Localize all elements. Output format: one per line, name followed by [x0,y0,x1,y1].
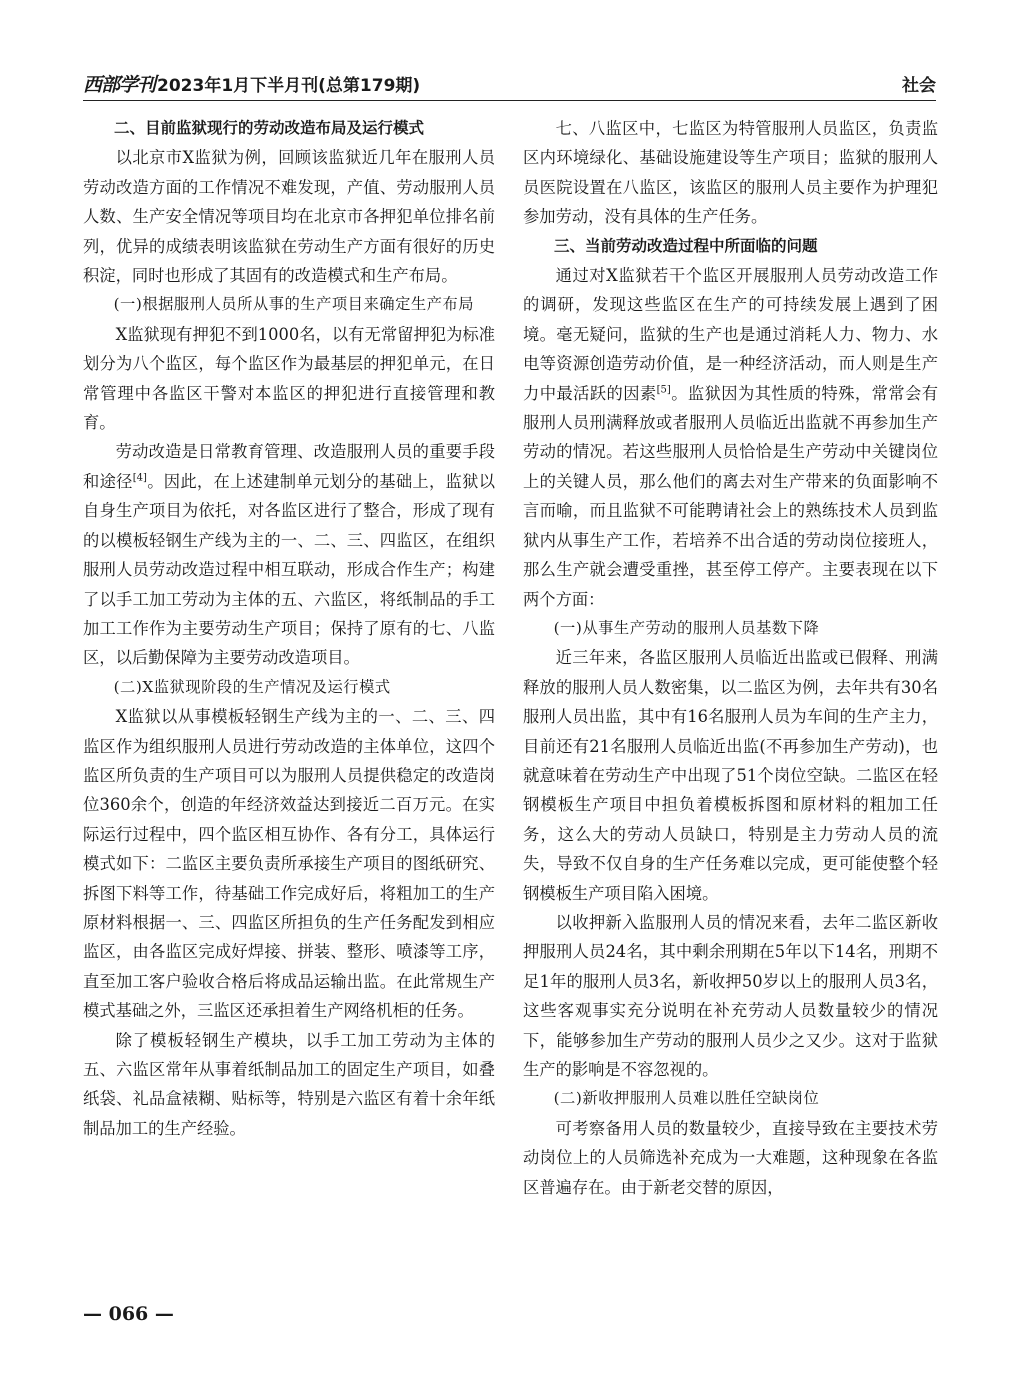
paragraph-text: 近三年来，各监区服刑人员临近出监或已假释、刑满释放的服刑人员人数密集，以二监区为例，去年共有30名服刑人员出监，其中有16名服刑人员为车间的生产主力，目前还有21名服刑人员临近出监(不再参加生产劳动)，也就意味着在劳动生产中出现了51个岗位空缺。二监区在轻钢模板生产项目中担负着模板拆图和原材料的粗加工任务，这么大的劳动人员缺口，特别是主力劳动人员的流失，导致不仅自身的生产任务难以完成，更可能使整个轻钢模板生产项目陷入困境。 [523,648,938,903]
subsection-heading [523,1084,938,1113]
section-label: 社会 [902,76,936,96]
paragraph-text: 三、当前劳动改造过程中所面临的问题 [554,236,818,255]
paragraph-text: 七、八监区中，七监区为特管服刑人员监区，负责监区内环境绿化、基础设施建设等生产项目；监狱的服刑人员医院设置在八监区，该监区的服刑人员主要作为护理犯参加劳动，没有具体的生产任务。 [523,119,938,227]
paragraph [83,437,495,672]
paragraph-text-tail: 。监狱因为其性质的特殊，常常会有服刑人员刑满释放或者服刑人员临近出监就不再参加生产劳动的情况。若这些服刑人员恰恰是生产劳动中关键岗位上的关键人员，那么他们的离去对生产带来的负面影响不言而喻，而且监狱不可能聘请社会上的熟练技术人员到监狱内从事生产工作，若培养不出合适的劳动岗位接班人，那么生产就会遭受重挫，甚至停工停产。主要表现在以下两个方面： [523,383,938,609]
paragraph-text: (一)从事生产劳动的服刑人员基数下降 [553,618,820,637]
left-column [83,114,495,1294]
subsection-heading [83,290,495,319]
journal-logo: 西部学刊 [83,74,156,96]
paragraph-text: 以北京市X监狱为例，回顾该监狱近几年在服刑人员劳动改造方面的工作情况不难发现，产值、劳动服刑人员人数、生产安全情况等项目均在北京市各押犯单位排名前列，优异的成绩表明该监狱在劳动生产方面有很好的历史积淀，同时也形成了其固有的改造模式和生产布局。 [83,148,495,286]
page-number: — 066 — [83,1303,174,1325]
paragraph-text: 可考察备用人员的数量较少，直接导致在主要技术劳动岗位上的人员筛选补充成为一大难题，这种现象在各监区普遍存在。由于新老交替的原因， [523,1118,938,1197]
paragraph-text: X监狱现有押犯不到1000名，以有无常留押犯为标准划分为八个监区，每个监区作为最基层的押犯单元，在日常管理中各监区干警对本监区的押犯进行直接管理和教育。 [83,324,495,433]
paragraph-text-tail: 。因此，在上述建制单元划分的基础上，监狱以自身生产项目为依托，对各监区进行了整合，形成了现有的以模板轻钢生产线为主的一、二、三、四监区，在组织服刑人员劳动改造过程中相互联动，形成合作生产；构建了以手工加工劳动为主体的五、六监区，将纸制品的手工加工工作作为主要劳动生产项目；保持了原有的七、八监区，以后勤保障为主要劳动改造项目。 [83,471,495,668]
paragraph-text: (一)根据服刑人员所从事的生产项目来确定生产布局 [113,295,475,314]
paragraph [523,643,938,908]
section-heading [523,232,938,261]
paragraph-text: 通过对X监狱若干个监区开展服刑人员劳动改造工作的调研，发现这些监区在生产的可持续发展上遇到了困境。毫无疑问，监狱的生产也是通过消耗人力、物力、水电等资源创造劳动价值，是一种经济活动，而人则是生产力中最活跃的因素 [523,266,938,403]
paragraph [523,908,938,1084]
issue-info: 2023年1月下半月刊(总第179期) [157,76,421,96]
paragraph [523,114,938,232]
paragraph [83,702,495,1025]
paragraph [83,320,495,438]
paragraph [83,1026,495,1144]
subsection-heading [83,673,495,702]
running-header [83,70,936,101]
paragraph-text: 以收押新入监服刑人员的情况来看，去年二监区新收押服刑人员24名，其中剩余刑期在5年以下14名，刑期不足1年的服刑人员3名，新收押50岁以上的服刑人员3名，这些客观事实充分说明在补充劳动人员数量较少的情况下，能够参加生产劳动的服刑人员少之又少。这对于监狱生产的影响是不容忽视的。 [523,912,938,1079]
subsection-heading [523,614,938,643]
paragraph-text: 劳动改造是日常教育管理、改造服刑人员的重要手段和途径 [83,442,495,491]
section-heading [83,114,495,143]
paragraph [523,1114,938,1202]
citation-ref: [4] [132,472,147,484]
paragraph-text: 二、目前监狱现行的劳动改造布局及运行模式 [114,119,425,137]
paragraph-text: X监狱以从事模板轻钢生产线为主的一、二、三、四监区作为组织服刑人员进行劳动改造的主体单位，这四个监区所负责的生产项目可以为服刑人员提供稳定的改造岗位360余个，创造的年经济效益达到接近二百万元。在实际运行过程中，四个监区相互协作、各有分工，具体运行模式如下：二监区主要负责所承接生产项目的图纸研究、拆图下料等工作，待基础工作完成好后，将粗加工的生产原材料根据一、三、四监区所担负的生产任务配发到相应监区，由各监区完成好焊接、拼装、整形、喷漆等工序，直至加工客户验收合格后将成品运输出监。在此常规生产模式基础之外，三监区还承担着生产网络机柜的任务。 [83,707,495,1021]
paragraph-text: (二)新收押服刑人员难以胜任空缺岗位 [553,1089,820,1108]
paragraph-text: 除了模板轻钢生产模块，以手工加工劳动为主体的五、六监区常年从事着纸制品加工的固定生产项目，如叠纸袋、礼品盒裱糊、贴标等，特别是六监区有着十余年纸制品加工的生产经验。 [83,1030,495,1138]
citation-ref: [5] [656,384,671,396]
right-column [523,114,938,1294]
paragraph [83,143,495,290]
paragraph-text: (二)X监狱现阶段的生产情况及运行模式 [113,677,391,696]
paragraph [523,261,938,614]
